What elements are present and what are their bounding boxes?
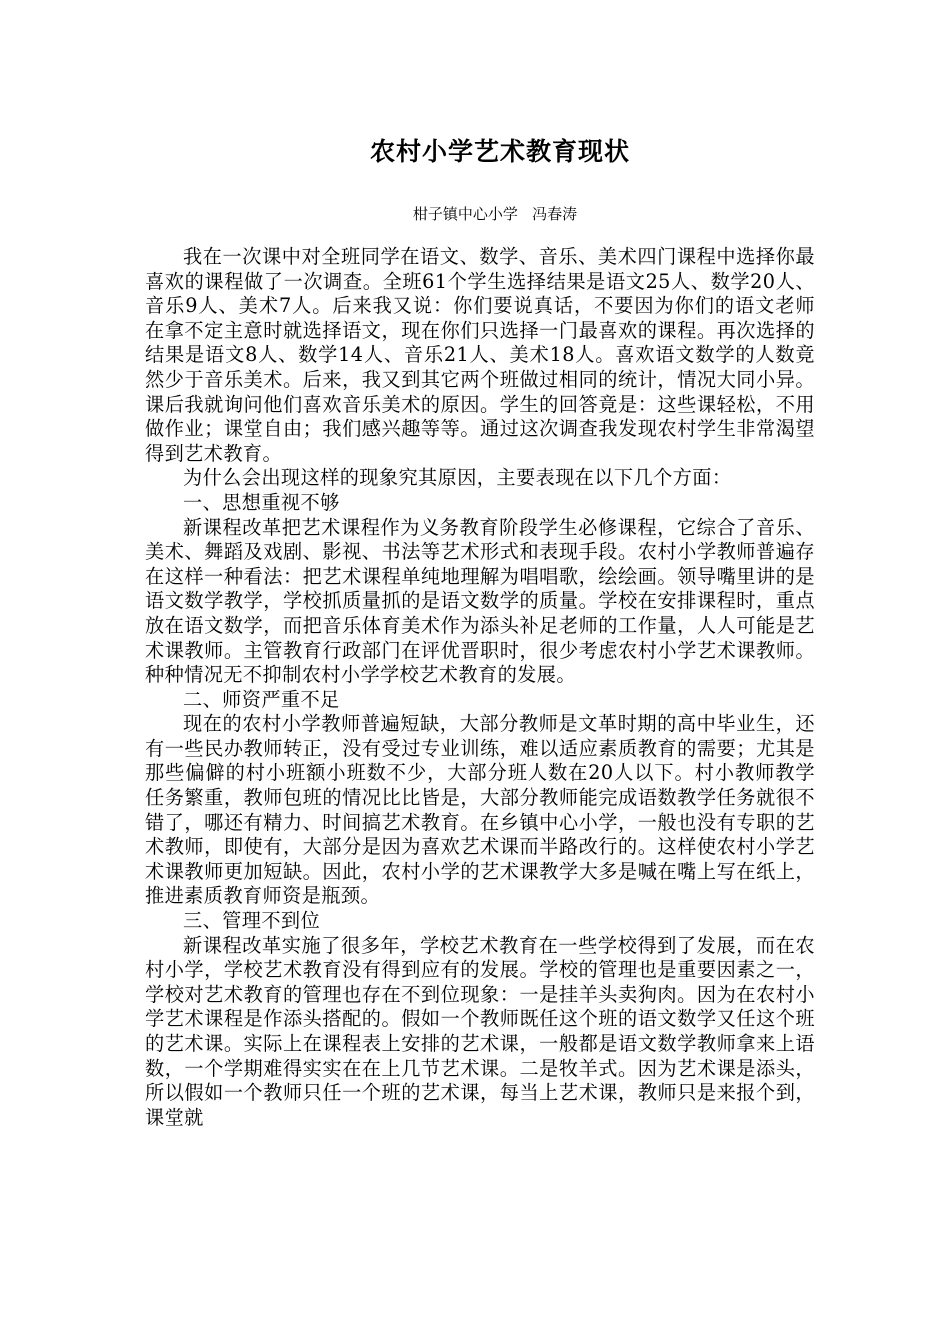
section-heading-1: 一、思想重视不够 [183,490,340,514]
paragraph-survey: 我在一次课中对全班同学在语文、数学、音乐、美术四门课程中选择你最喜欢的课程做了一次调查。全班61个学生选择结果是语文25人、数学20人、音乐9人、美术7人。后来我又说：你们要说真话，不要因为你们的语文老师在拿不定主意时就选择语文，现在你们只选择一门最喜欢的课程。再次选择的结果是语文8人、数学14人、音乐21人、美术18人。喜欢语文数学的人数竟然少于音乐美术。后来，我又到其它两个班做过相同的统计，情况大同小异。课后我就询问他们喜欢音乐美术的原因。学生的回答竟是：这些课轻松，不用做作业；课堂自由；我们感兴趣等等。通过这次调查我发现农村学生非常渴望得到艺术教育。 [145,245,815,465]
document-title: 农村小学艺术教育现状 [369,137,630,166]
paragraph-section-2: 现在的农村小学教师普遍短缺，大部分教师是文革时期的高中毕业生，还有一些民办教师转正，没有受过专业训练，难以适应素质教育的需要；尤其是那些偏僻的村小班额小班数不少，大部分班人数在20人以下。村小教师教学任务繁重，教师包班的情况比比皆是，大部分教师能完成语数教学任务就很不错了，哪还有精力、时间搞艺术教育。在乡镇中心小学，一般也没有专职的艺术教师，即使有，大部分是因为喜欢艺术课而半路改行的。这样使农村小学艺术课教师更加短缺。因此，农村小学的艺术课教学大多是喊在嘴上写在纸上，推进素质教育师资是瓶颈。 [145,712,815,908]
paragraph-section-1: 新课程改革把艺术课程作为义务教育阶段学生必修课程，它综合了音乐、美术、舞蹈及戏剧、影视、书法等艺术形式和表现手段。农村小学教师普遍存在这样一种看法：把艺术课程单纯地理解为唱唱歌，绘绘画。领导嘴里讲的是语文数学教学，学校抓质量抓的是语文数学的质量。学校在安排课程时，重点放在语文数学，而把音乐体育美术作为添头补足老师的工作量，人人可能是艺术课教师。主管教育行政部门在评优晋职时，很少考虑农村小学艺术课教师。种种情况无不抑制农村小学学校艺术教育的发展。 [145,515,815,687]
paragraph-reasons-intro: 为什么会出现这样的现象究其原因，主要表现在以下几个方面： [183,466,732,490]
section-heading-2: 二、师资严重不足 [183,687,340,711]
paragraph-section-3: 新课程改革实施了很多年，学校艺术教育在一些学校得到了发展，而在农村小学，学校艺术教育没有得到应有的发展。学校的管理也是重要因素之一，学校对艺术教育的管理也存在不到位现象：一是挂羊头卖狗肉。因为在农村小学艺术课程是作添头搭配的。假如一个教师既任这个班的语文数学又任这个班的艺术课。实际上在课程表上安排的艺术课，一般都是语文数学教师拿来上语数，一个学期难得实实在在上几节艺术课。二是牧羊式。因为艺术课是添头，所以假如一个教师只任一个班的艺术课，每当上艺术课，教师只是来报个到，课堂就 [145,933,815,1129]
document-body [145,245,815,1130]
section-heading-3: 三、管理不到位 [183,909,321,933]
author-byline: 柑子镇中心小学 冯春涛 [412,205,578,223]
